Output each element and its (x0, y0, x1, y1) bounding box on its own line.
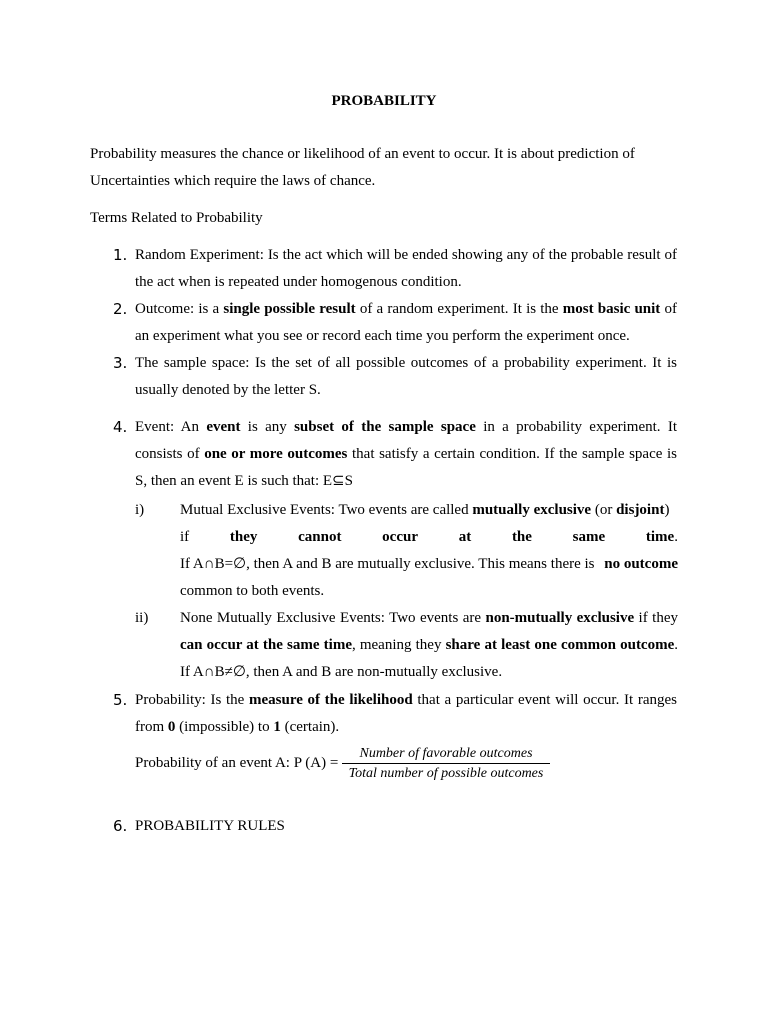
intro-line-1: Probability measures the chance or likelihood of an event to occur. It is about prediction of (90, 146, 635, 162)
list-number: 3. (113, 354, 128, 372)
formula-label: Probability of an event A: P (A) = (135, 755, 339, 771)
sub-item-number: ii) (135, 610, 149, 626)
fraction-numerator: Number of favorable outcomes (359, 746, 533, 761)
formula-fraction (342, 745, 550, 784)
list-text: Event: An event is any subset of the sample space in a probability experiment. It consists of one or more outcomes that satisfy a certain condition. If the sample space is S, then an event E is such that: E⊆S (135, 419, 678, 489)
list-number: 6. (113, 817, 128, 835)
intro-line-2: Uncertainties which require the laws of chance. (90, 173, 376, 189)
list-text: PROBABILITY RULES (135, 818, 285, 834)
list-number: 2. (113, 300, 128, 318)
list-text: The sample space: Is the set of all possible outcomes of a probability experiment. It is usually denoted by the letter S. (135, 355, 677, 398)
list-number: 4. (113, 418, 128, 436)
sub-item-number: i) (135, 502, 145, 518)
list-text: Probability: Is the measure of the likelihood that a particular event will occur. It ranges from 0 (impossible) to 1 (certain). (135, 692, 677, 735)
list-number: 1. (113, 246, 128, 264)
sub-item-text: None Mutually Exclusive Events: Two events are non-mutually exclusive if they can occur at the same time, meaning they share at least one common outcome. If A∩B≠∅, then A and B are non-mutually exclusive. (180, 610, 678, 680)
terms-heading: Terms Related to Probability (90, 210, 263, 226)
list-text: Outcome: is a single possible result of a random experiment. It is the most basic unit of an experiment what you see or record each time you perform the experiment once. (135, 301, 677, 344)
list-number: 5. (113, 691, 128, 709)
page-title: PROBABILITY (331, 93, 437, 109)
list-text: Random Experiment: Is the act which will be ended showing any of the probable result of the act when is repeated under homogenous condition. (135, 247, 677, 290)
sub-item-text: Mutual Exclusive Events: Two events are called mutually exclusive (or disjoint) if they cannot occur at the same time. If A∩B=∅, then A and B are mutually exclusive. This means there is no outcome common to both events. (180, 502, 678, 599)
intro-paragraph (90, 141, 678, 195)
fraction-denominator: Total number of possible outcomes (348, 766, 544, 781)
